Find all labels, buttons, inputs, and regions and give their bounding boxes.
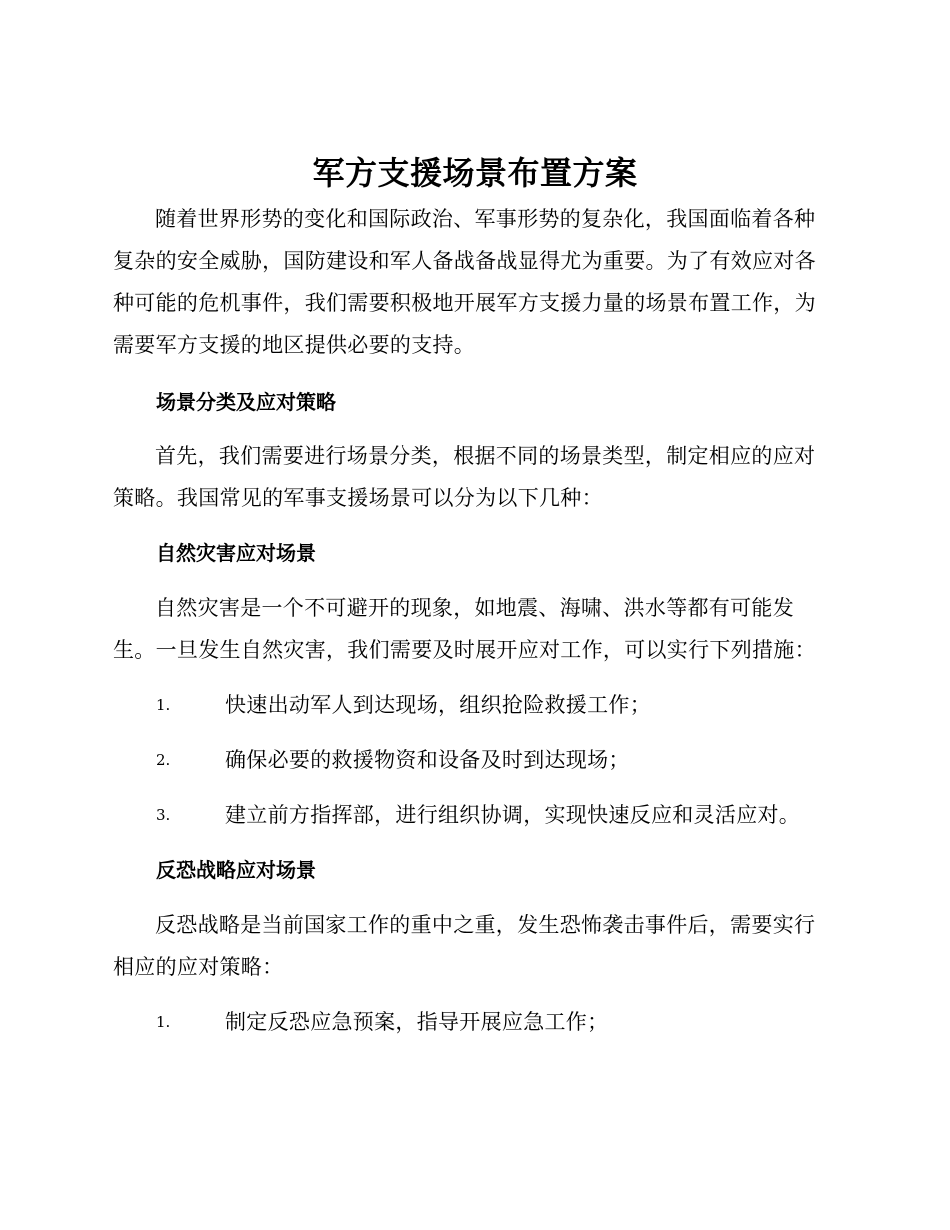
list-item <box>156 690 836 720</box>
section-heading-classification: 场景分类及应对策略 <box>156 390 336 414</box>
list-item-number: 2. <box>156 751 171 769</box>
list-item-number: 1. <box>156 1013 171 1031</box>
list-item-text: 快速出动军人到达现场，组织抢险救援工作； <box>225 693 651 717</box>
list-item-text: 建立前方指挥部，进行组织协调，实现快速反应和灵活应对。 <box>225 803 801 827</box>
list-item <box>156 1007 836 1037</box>
counter-terrorism-paragraph: 反恐战略是当前国家工作的重中之重，发生恐怖袭击事件后，需要实行相应的应对策略： <box>113 913 816 979</box>
section-heading-counter-terrorism: 反恐战略应对场景 <box>156 858 316 882</box>
list-item-text: 制定反恐应急预案，指导开展应急工作； <box>225 1010 609 1034</box>
list-item <box>156 745 836 775</box>
intro-paragraph: 随着世界形势的变化和国际政治、军事形势的复杂化，我国面临着各种复杂的安全威胁，国防建设和军人备战备战显得尤为重要。为了有效应对各种可能的危机事件，我们需要积极地开展军方支援力量的场景布置工作，为需要军方支援的地区提供必要的支持。 <box>113 207 816 357</box>
natural-disaster-paragraph: 自然灾害是一个不可避开的现象，如地震、海啸、洪水等都有可能发生。一旦发生自然灾害，我们需要及时展开应对工作，可以实行下列措施： <box>113 596 816 662</box>
list-item-number: 3. <box>156 806 171 824</box>
classification-paragraph: 首先，我们需要进行场景分类，根据不同的场景类型，制定相应的应对策略。我国常见的军事支援场景可以分为以下几种： <box>113 444 816 510</box>
document-title: 军方支援场景布置方案 <box>312 154 638 192</box>
list-item-number: 1. <box>156 696 171 714</box>
list-item-text: 确保必要的救援物资和设备及时到达现场； <box>225 748 630 772</box>
section-heading-natural-disaster: 自然灾害应对场景 <box>156 541 316 565</box>
list-item <box>156 800 836 830</box>
